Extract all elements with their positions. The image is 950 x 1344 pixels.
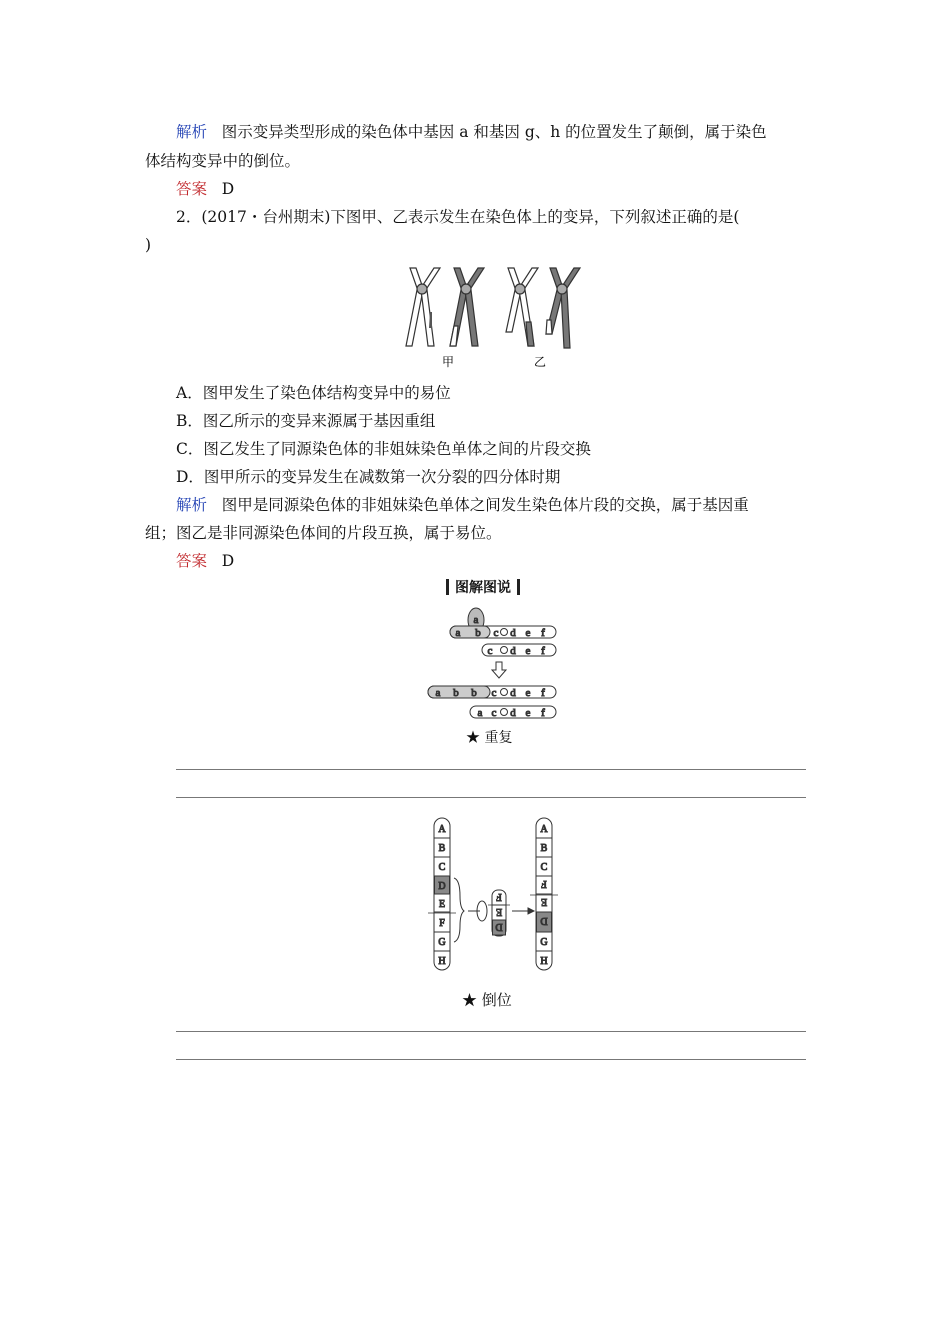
svg-text:f: f [541, 645, 545, 657]
svg-text:d: d [510, 707, 516, 719]
svg-text:G: G [540, 937, 548, 948]
svg-text:e: e [525, 627, 531, 639]
svg-text:F: F [541, 878, 547, 889]
q2-answer-label: 答案 [176, 552, 208, 570]
q1-analysis-line1: 解析 图示变异类型形成的染色体中基因 a 和基因 g、h 的位置发生了颠倒，属于染色 [176, 123, 767, 141]
svg-text:e: e [525, 687, 531, 699]
answer-line [176, 1031, 806, 1032]
answer-line [176, 769, 806, 770]
svg-text:c: c [491, 707, 497, 719]
svg-text:E: E [540, 896, 548, 907]
svg-text:A: A [438, 824, 446, 835]
answer-line [176, 797, 806, 798]
svg-text:D: D [540, 915, 548, 926]
svg-text:f: f [541, 627, 545, 639]
svg-text:a: a [477, 707, 483, 719]
duplication-diagram [424, 606, 564, 726]
svg-text:F: F [496, 891, 502, 902]
q1-answer-value: D [221, 180, 235, 198]
svg-text:e: e [525, 707, 531, 719]
q1-analysis-line2: 体结构变异中的倒位。 [145, 152, 301, 170]
svg-text:a: a [473, 614, 479, 626]
svg-text:b: b [453, 687, 459, 699]
svg-text:d: d [510, 627, 516, 639]
svg-text:f: f [541, 707, 545, 719]
figure-label-yi: 乙 [534, 355, 547, 369]
answer-line [176, 1059, 806, 1060]
diagram-title: 图解图说 [446, 578, 520, 598]
q1-analysis-label: 解析 [176, 123, 208, 141]
inversion-caption: ★ 倒位 [462, 991, 512, 1009]
q2-analysis-line2: 组；图乙是非同源染色体间的片段互换，属于易位。 [145, 524, 502, 542]
inversion-diagram [424, 816, 564, 976]
svg-text:c: c [491, 687, 497, 699]
svg-text:a: a [435, 687, 441, 699]
svg-text:B: B [438, 843, 446, 854]
q2-answer-value: D [221, 552, 235, 570]
q2-option-a: A．图甲发生了染色体结构变异中的易位 [176, 384, 451, 402]
svg-text:c: c [487, 645, 493, 657]
q1-answer [176, 179, 234, 199]
svg-text:D: D [438, 881, 446, 892]
svg-text:H: H [540, 956, 548, 967]
svg-text:D: D [495, 921, 503, 932]
svg-text:e: e [525, 645, 531, 657]
svg-text:d: d [510, 687, 516, 699]
q2-analysis-label: 解析 [176, 496, 208, 514]
q2-analysis-line1: 解析 图甲是同源染色体的非姐妹染色单体之间发生染色体片段的交换，属于基因重 [176, 496, 749, 514]
svg-text:B: B [540, 843, 548, 854]
svg-text:b: b [475, 627, 481, 639]
svg-text:H: H [438, 956, 446, 967]
q2-option-d: D．图甲所示的变异发生在减数第一次分裂的四分体时期 [176, 468, 561, 486]
duplication-caption: ★ 重复 [466, 730, 513, 746]
svg-text:d: d [510, 645, 516, 657]
svg-text:G: G [438, 937, 446, 948]
svg-text:a: a [455, 627, 461, 639]
q1-answer-label: 答案 [176, 180, 208, 198]
svg-text:f: f [541, 687, 545, 699]
svg-text:E: E [438, 899, 446, 910]
svg-text:b: b [471, 687, 477, 699]
svg-text:c: c [493, 627, 499, 639]
svg-text:E: E [495, 906, 503, 917]
q2-stem-line2: ) [145, 236, 152, 254]
figure-label-jia: 甲 [442, 355, 455, 369]
svg-text:C: C [540, 862, 548, 873]
q2-option-b: B．图乙所示的变异来源属于基因重组 [176, 412, 436, 430]
q2-option-c: C．图乙发生了同源染色体的非姐妹染色单体之间的片段交换 [176, 440, 591, 458]
svg-text:A: A [540, 824, 548, 835]
chromosome-figure-jia-yi [400, 264, 580, 374]
q2-stem-line1: 2．(2017・台州期末)下图甲、乙表示发生在染色体上的变异，下列叙述正确的是( [176, 208, 740, 226]
svg-text:C: C [438, 862, 446, 873]
q2-answer [176, 551, 234, 571]
svg-text:F: F [439, 918, 445, 929]
